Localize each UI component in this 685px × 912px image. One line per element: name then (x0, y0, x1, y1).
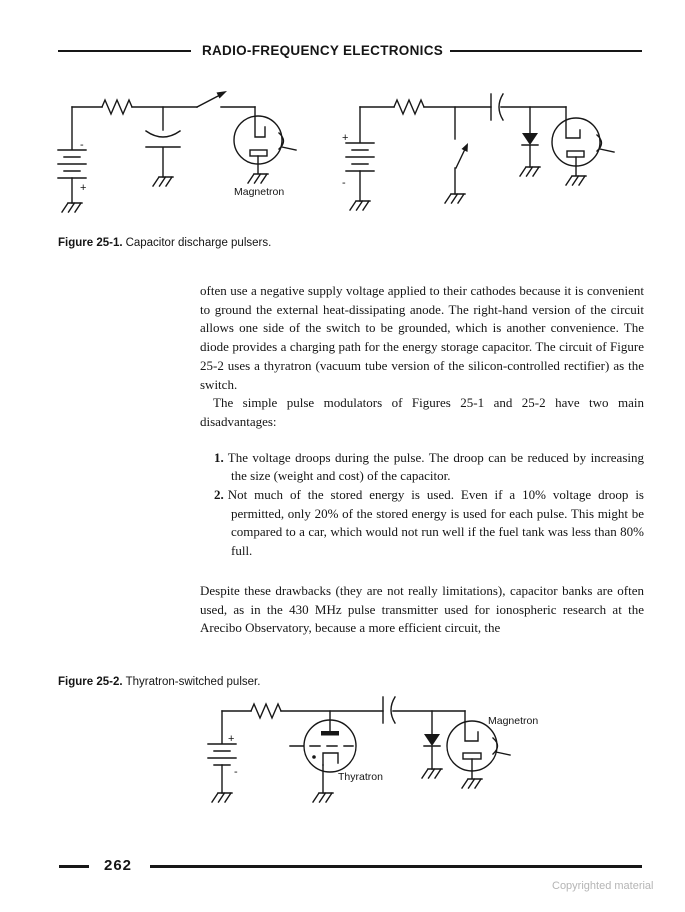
battery-symbol (342, 107, 374, 201)
diode-symbol (522, 107, 538, 167)
ground-icon (313, 793, 333, 802)
battery-plus-sign: + (228, 733, 235, 745)
battery-symbol (58, 107, 86, 203)
header-rule-left (58, 50, 191, 52)
header-rule-right (450, 50, 642, 52)
battery-symbol (208, 711, 238, 793)
magnetron-label: Magnetron (488, 715, 539, 727)
magnetron-label: Magnetron (234, 186, 285, 198)
ground-icon (566, 176, 586, 185)
capacitor-symbol (146, 107, 180, 177)
series-capacitor-symbol (383, 697, 395, 723)
ground-icon (422, 769, 442, 778)
list-item-number: 2. (214, 487, 224, 503)
switch-symbol (455, 107, 468, 194)
footer-rule-left (59, 865, 89, 868)
figure-25-1-diagram (40, 85, 650, 233)
resistor-symbol (251, 704, 281, 718)
paragraph-1: often use a negative supply voltage applied to their cathodes because it is convenient to ground the external heat-dissipating anode. The right-hand version of the circuit allows one side of the switch to be grounded, which is another convenience. The diode provides a charging path for the energy storage capacitor. The circuit of Figure 25-2 uses a thyratron (vacuum tube version of the silicon-controlled rectifier) as the switch. (200, 283, 644, 392)
list-item-number: 1. (214, 449, 224, 465)
thyratron-label: Thyratron (338, 771, 383, 783)
footer-rule-right (150, 865, 642, 868)
ground-icon (153, 177, 173, 186)
diode-symbol (424, 711, 440, 769)
ground-icon (212, 793, 232, 802)
page-number: 262 (104, 857, 133, 874)
figure-25-2-diagram (180, 690, 570, 835)
battery-plus-sign: + (80, 182, 87, 194)
magnetron-symbol (234, 107, 296, 173)
switch-symbol (197, 91, 255, 107)
caption-text: Capacitor discharge pulsers. (125, 237, 272, 249)
resistor-symbol (102, 100, 132, 114)
caption-label: Figure 25-2. (58, 676, 123, 688)
ground-icon (62, 203, 82, 212)
resistor-symbol (394, 100, 424, 114)
battery-minus-sign: - (80, 139, 84, 151)
page-title: RADIO-FREQUENCY ELECTRONICS (201, 43, 444, 58)
ground-icon (350, 201, 370, 210)
list-item (214, 449, 644, 486)
battery-plus-sign: + (342, 132, 349, 144)
ground-icon (462, 779, 482, 788)
ground-icon (248, 174, 268, 183)
figure-25-2-caption (58, 676, 260, 688)
magnetron-symbol (552, 107, 614, 175)
disadvantages-list (214, 449, 644, 561)
list-item (214, 486, 644, 561)
pulser-left-circuit (58, 91, 296, 212)
battery-minus-sign: - (234, 766, 238, 778)
paragraph-2: The simple pulse modulators of Figures 25-1 and 25-2 have two main disadvantages: (200, 395, 644, 429)
body-text (200, 282, 644, 638)
thyratron-pulser-circuit (208, 697, 538, 802)
list-item-text: The voltage droops during the pulse. The droop can be reduced by increasing the size (weight and cost) of the capacitor. (227, 449, 644, 484)
copyright-watermark: Copyrighted material (552, 880, 654, 892)
ground-icon (445, 194, 465, 203)
pulser-right-circuit (342, 94, 614, 210)
ground-icon (520, 167, 540, 176)
caption-text: Thyratron-switched pulser. (125, 676, 261, 688)
list-item-text: Not much of the stored energy is used. Even if a 10% voltage droop is permitted, only 20% of the stored energy is used for each pulse. This might be compared to a car, which would not run well if the fuel tank was less than 80% full. (227, 487, 644, 559)
figure-25-1-caption (58, 237, 271, 249)
caption-label: Figure 25-1. (58, 237, 123, 249)
paragraph-3: Despite these drawbacks (they are not really limitations), capacitor banks are often used, as in the 430 MHz pulse transmitter used for ionospheric research at the Arecibo Observatory, because a more efficient circuit, the (200, 582, 644, 636)
battery-minus-sign: - (342, 177, 346, 189)
